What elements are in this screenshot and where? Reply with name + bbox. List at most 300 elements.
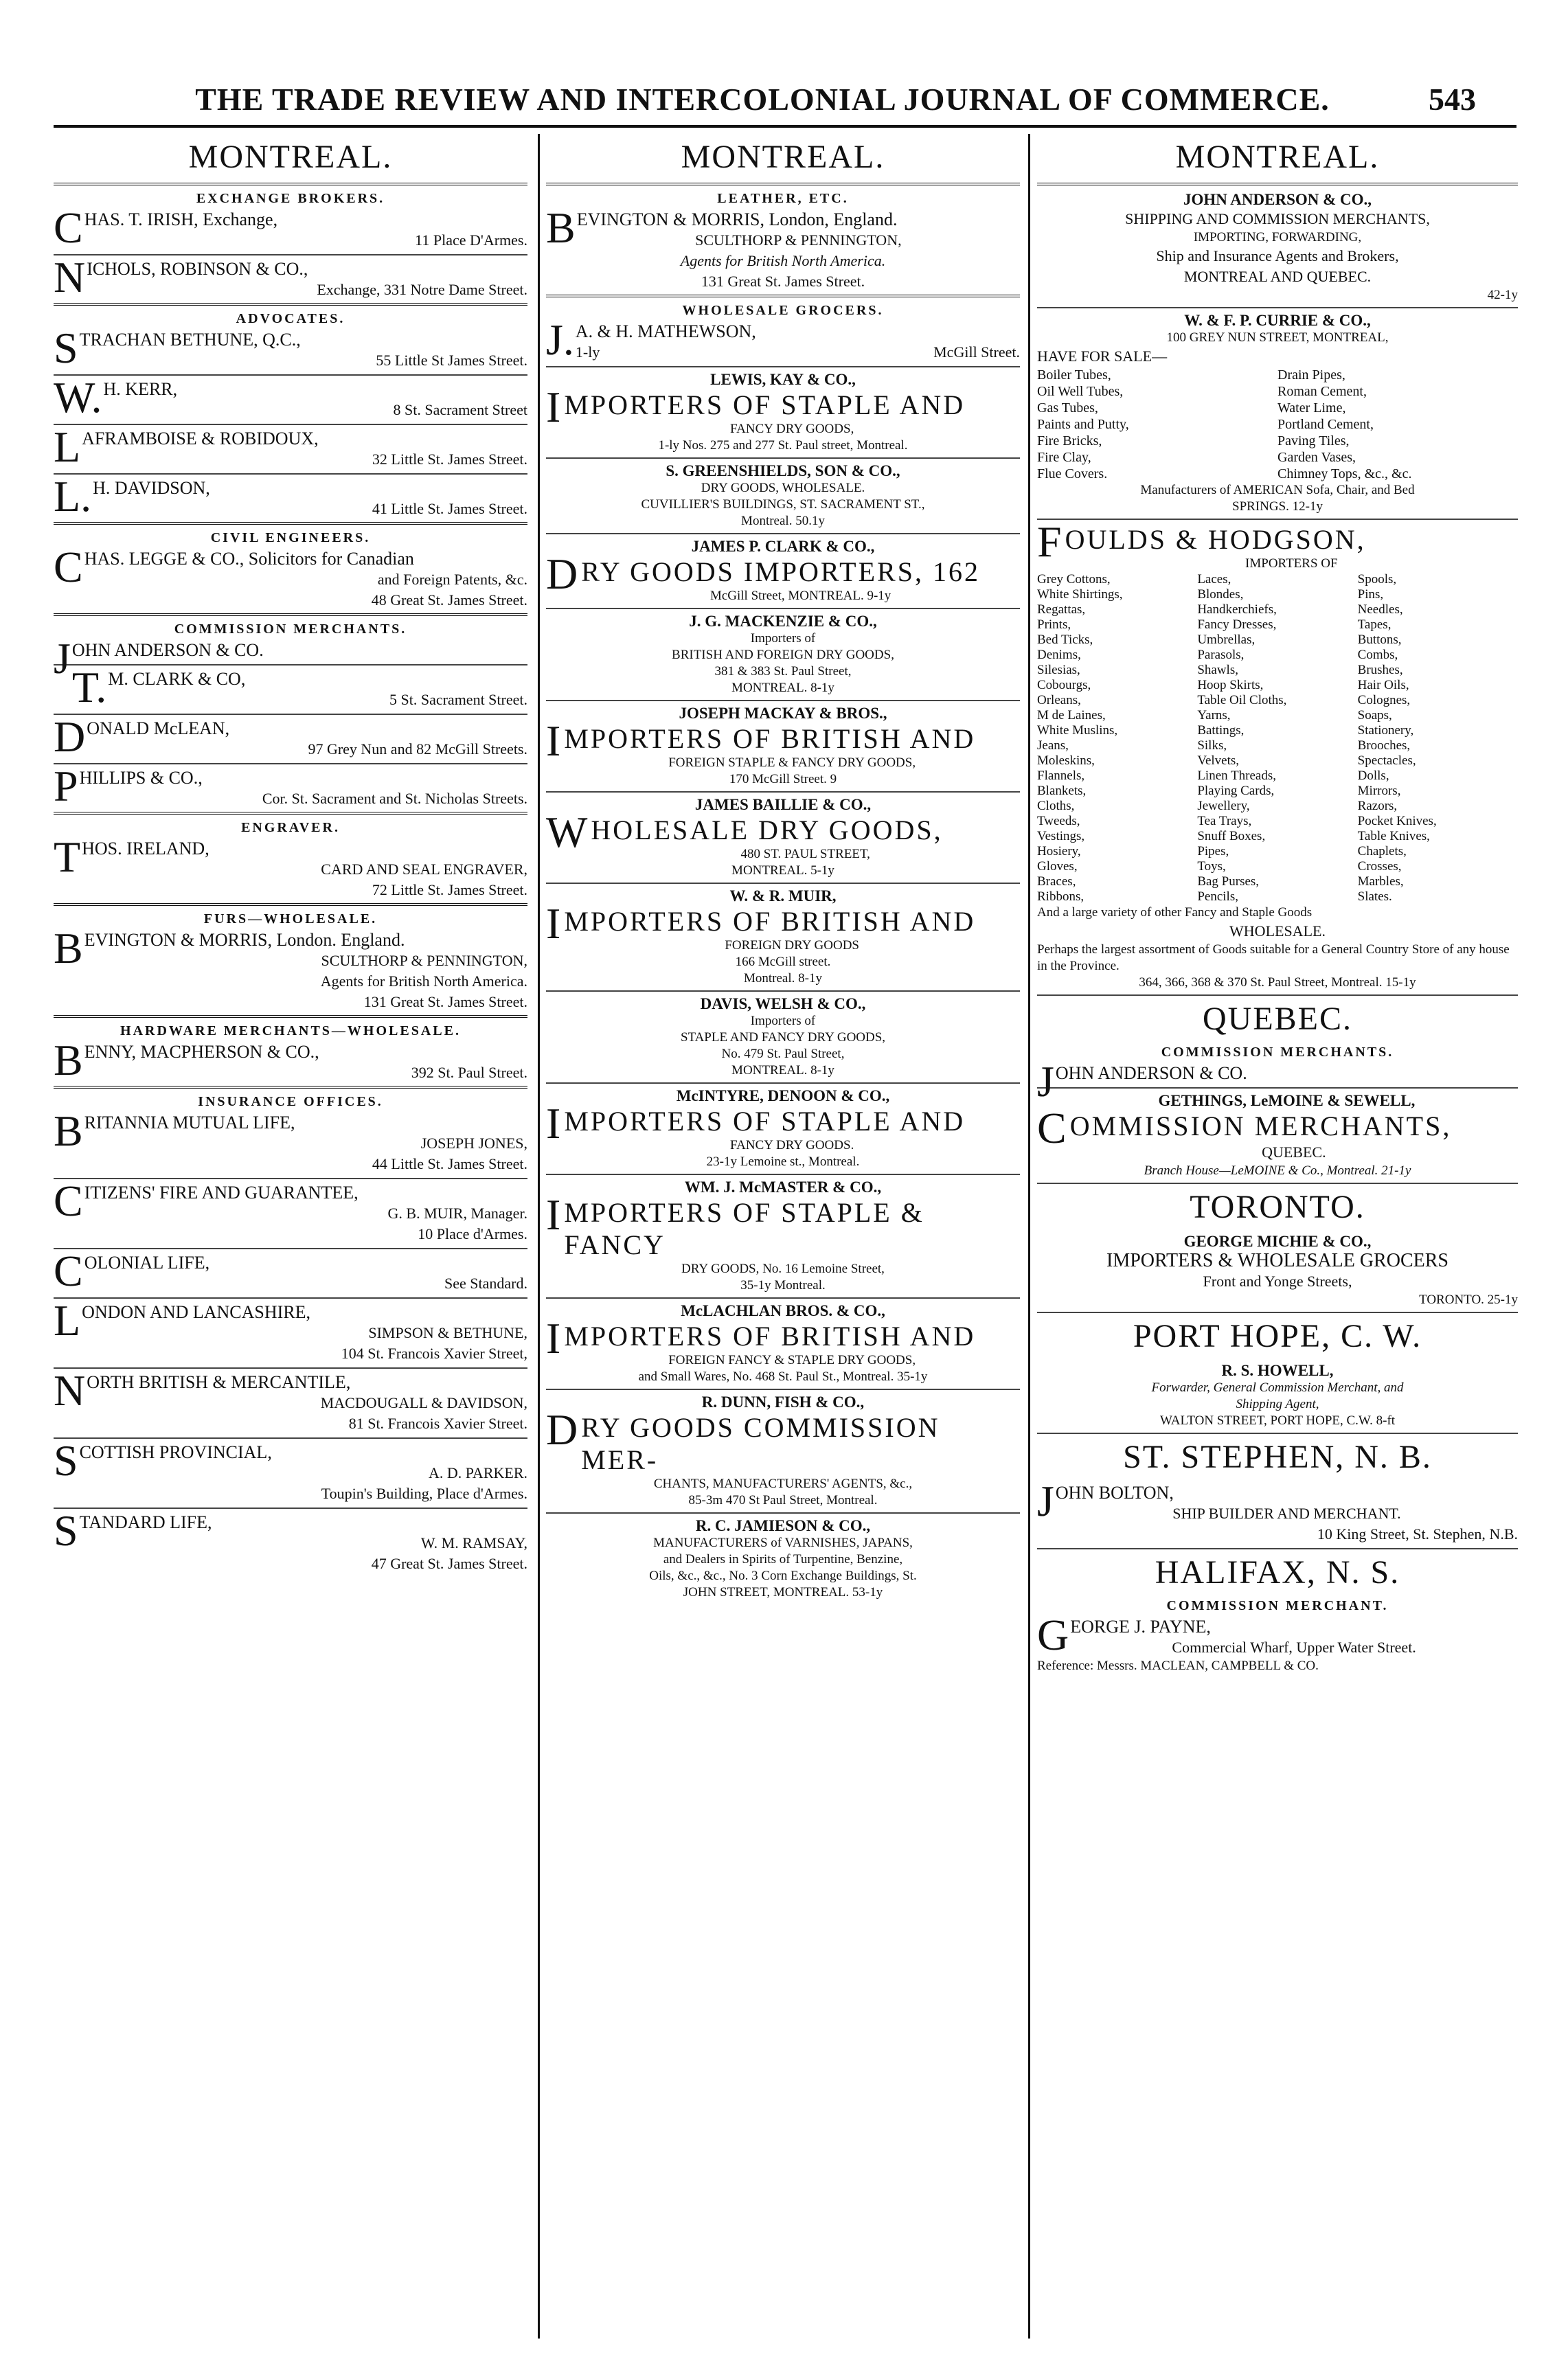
entry-line: Agents for British North America. bbox=[680, 252, 886, 269]
ad-banner: IMPORTERS OF BRITISH AND bbox=[546, 716, 976, 765]
rule bbox=[54, 1297, 527, 1299]
ad-line: 166 McGill street. bbox=[735, 955, 831, 969]
entry-line: 97 Grey Nun and 82 McGill Streets. bbox=[308, 740, 527, 758]
goods-item: White Shirtings, bbox=[1037, 587, 1123, 602]
ad-banner: WHOLESALE DRY GOODS, bbox=[546, 808, 943, 856]
ad-line: 170 McGill Street. 9 bbox=[729, 772, 837, 786]
goods-item: Handkerchiefs, bbox=[1197, 602, 1277, 617]
ad-firm: DAVIS, WELSH & CO., bbox=[700, 995, 866, 1012]
ad-line: Shipping Agent, bbox=[1236, 1397, 1319, 1411]
entry-name: L.H. DAVIDSON, bbox=[54, 472, 210, 521]
entry-line: SCULTHORP & PENNINGTON, bbox=[321, 952, 527, 969]
goods-item: Spectacles, bbox=[1357, 753, 1416, 768]
goods-item: Pencils, bbox=[1197, 889, 1238, 904]
directory-entry bbox=[54, 1506, 527, 1574]
entry-name: BENNY, MACPHERSON & CO., bbox=[54, 1036, 319, 1084]
goods-item: Tea Trays, bbox=[1197, 814, 1252, 828]
goods-item: Buttons, bbox=[1357, 633, 1402, 647]
ad-line: 480 ST. PAUL STREET, bbox=[740, 847, 870, 861]
city-heading: QUEBEC. bbox=[1203, 1001, 1352, 1037]
entry-line: and Foreign Patents, &c. bbox=[377, 571, 527, 588]
category-heading: FURS—WHOLESALE. bbox=[203, 911, 378, 926]
ad-banner: IMPORTERS OF BRITISH AND bbox=[546, 899, 976, 948]
rule bbox=[546, 1389, 1020, 1390]
entry-name: T.M. CLARK & CO, bbox=[71, 663, 246, 712]
rule bbox=[546, 457, 1020, 459]
goods-item: Velvets, bbox=[1197, 753, 1240, 768]
ad-line: DRY GOODS, WHOLESALE. bbox=[701, 481, 865, 495]
rule bbox=[546, 1174, 1020, 1175]
ad-line: SPRINGS. 12-1y bbox=[1232, 499, 1323, 514]
goods-item: Regattas, bbox=[1037, 602, 1086, 617]
entry-name: JOHN ANDERSON & CO. bbox=[54, 634, 264, 683]
directory-entry bbox=[54, 1296, 527, 1364]
category-heading: COMMISSION MERCHANTS. bbox=[1161, 1045, 1394, 1060]
journal-title: THE TRADE REVIEW AND INTERCOLONIAL JOURNAL OF COMMERCE. bbox=[195, 82, 1330, 117]
ad-line: 85-3m 470 St Paul Street, Montreal. bbox=[688, 1493, 878, 1508]
entry-line: 44 Little St. James Street. bbox=[372, 1155, 527, 1172]
ad-line: Forwarder, General Commission Merchant, and bbox=[1151, 1380, 1404, 1395]
rule bbox=[1037, 1312, 1518, 1313]
goods-item: Jewellery, bbox=[1197, 799, 1250, 813]
double-rule bbox=[54, 303, 527, 308]
goods-item: Fire Bricks, bbox=[1037, 433, 1102, 448]
double-rule bbox=[546, 295, 1020, 300]
city-heading: MONTREAL. bbox=[1175, 139, 1380, 175]
ad-firm: JOHN ANDERSON & CO., bbox=[1183, 191, 1372, 208]
entry-line: Cor. St. Sacrament and St. Nicholas Streets. bbox=[262, 790, 527, 807]
double-rule bbox=[54, 1015, 527, 1021]
goods-list bbox=[1037, 572, 1518, 905]
rule bbox=[54, 1178, 527, 1179]
ad-line: And a large variety of other Fancy and Staple Goods bbox=[1037, 905, 1313, 920]
ad-line: BRITISH AND FOREIGN DRY GOODS, bbox=[672, 648, 894, 662]
ad-line: McGill Street, MONTREAL. 9-1y bbox=[709, 589, 891, 603]
rule bbox=[546, 1297, 1020, 1299]
goods-item: Brooches, bbox=[1357, 738, 1411, 753]
rule bbox=[54, 714, 527, 715]
goods-item: Moleskins, bbox=[1037, 753, 1095, 768]
entry-line: 72 Little St. James Street. bbox=[372, 881, 527, 898]
advertisement bbox=[546, 1087, 1020, 1170]
ad-line: Front and Yonge Streets, bbox=[1203, 1273, 1352, 1290]
category-heading: CIVIL ENGINEERS. bbox=[210, 530, 371, 545]
ad-firm: JAMES BAILLIE & CO., bbox=[694, 796, 872, 813]
rule bbox=[546, 533, 1020, 534]
directory-entry bbox=[54, 203, 527, 252]
goods-list bbox=[1037, 367, 1518, 482]
goods-item: Laces, bbox=[1197, 572, 1231, 587]
advertisement bbox=[546, 1393, 1020, 1509]
column-montreal-directory bbox=[54, 134, 527, 2339]
goods-item: Soaps, bbox=[1357, 708, 1392, 723]
entry-line: Exchange, 331 Notre Dame Street. bbox=[317, 281, 527, 298]
double-rule bbox=[54, 183, 527, 188]
goods-item: Dolls, bbox=[1357, 769, 1389, 783]
ad-line: IMPORTING, FORWARDING, bbox=[1193, 230, 1362, 244]
city-heading: MONTREAL. bbox=[681, 139, 885, 175]
ad-line: HAVE FOR SALE— bbox=[1037, 348, 1168, 365]
entry-line bbox=[576, 342, 1020, 363]
goods-item: Vestings, bbox=[1037, 829, 1085, 843]
entry-line: Agents for British North America. bbox=[320, 972, 527, 990]
ad-firm: WM. J. McMASTER & CO., bbox=[684, 1179, 882, 1196]
city-heading: TORONTO. bbox=[1190, 1189, 1365, 1225]
goods-item: Pocket Knives, bbox=[1357, 814, 1437, 828]
advertisement bbox=[546, 1302, 1020, 1385]
rule bbox=[1037, 519, 1518, 520]
ad-banner: COMMISSION MERCHANTS, bbox=[1037, 1104, 1452, 1152]
goods-item: Grey Cottons, bbox=[1037, 572, 1111, 587]
entry-name: BEVINGTON & MORRIS, London. England. bbox=[54, 924, 405, 972]
rule bbox=[1037, 1548, 1518, 1549]
goods-item: Crosses, bbox=[1357, 859, 1402, 874]
directory-entry bbox=[54, 1366, 527, 1434]
goods-item: Brushes, bbox=[1357, 663, 1403, 677]
advertisement bbox=[546, 887, 1020, 987]
category-heading: LEATHER, ETC. bbox=[717, 191, 849, 206]
ad-line: MONTREAL. 8-1y bbox=[731, 1063, 834, 1078]
directory-entry bbox=[54, 1436, 527, 1504]
goods-item: Pins, bbox=[1357, 587, 1384, 602]
goods-item: Snuff Boxes, bbox=[1197, 829, 1266, 843]
entry-line: 41 Little St. James Street. bbox=[372, 500, 527, 517]
entry-line: 5 St. Sacrament Street. bbox=[389, 691, 527, 708]
category-heading: COMMISSION MERCHANT. bbox=[1166, 1598, 1389, 1613]
ad-line: Perhaps the largest assortment of Goods suitable for a General Country Store of any house in the Province. bbox=[1037, 942, 1510, 973]
goods-item: Gloves, bbox=[1037, 859, 1078, 874]
directory-entry bbox=[54, 663, 527, 712]
entry-name: THOS. IRELAND, bbox=[54, 832, 209, 881]
entry-name: COLONIAL LIFE, bbox=[54, 1247, 210, 1295]
ad-firm: R. DUNN, FISH & CO., bbox=[701, 1393, 865, 1411]
directory-entry bbox=[54, 373, 527, 422]
goods-item: Paving Tiles, bbox=[1277, 433, 1350, 448]
goods-item: Denims, bbox=[1037, 648, 1081, 662]
ad-line: WALTON STREET, PORT HOPE, C.W. 8-ft bbox=[1159, 1413, 1396, 1428]
ad-banner: DRY GOODS COMMISSION MER- bbox=[546, 1405, 940, 1475]
ad-reference: 42-1y bbox=[1487, 288, 1518, 302]
goods-item: Roman Cement, bbox=[1277, 384, 1367, 399]
city-heading: ST. STEPHEN, N. B. bbox=[1123, 1439, 1432, 1475]
entry-name: DONALD McLEAN, bbox=[54, 712, 230, 761]
ad-firm: JOSEPH MACKAY & BROS., bbox=[679, 705, 887, 722]
city-heading: HALIFAX, N. S. bbox=[1155, 1554, 1400, 1591]
goods-item: Marbles, bbox=[1357, 874, 1404, 889]
ad-line: MONTREAL. 8-1y bbox=[731, 681, 834, 695]
goods-item: Boiler Tubes, bbox=[1037, 367, 1111, 383]
entry-line: 32 Little St. James Street. bbox=[372, 451, 527, 468]
page-number: 543 bbox=[1429, 82, 1476, 117]
entry-line: SCULTHORP & PENNINGTON, bbox=[695, 231, 902, 249]
goods-item: Flue Covers. bbox=[1037, 466, 1108, 481]
category-heading: WHOLESALE GROCERS. bbox=[682, 303, 884, 318]
rule bbox=[546, 366, 1020, 367]
ad-line: 100 GREY NUN STREET, MONTREAL, bbox=[1166, 330, 1389, 345]
goods-item: Razors, bbox=[1357, 799, 1398, 813]
goods-item: Blankets, bbox=[1037, 784, 1087, 798]
ad-firm: R. C. JAMIESON & CO., bbox=[695, 1517, 871, 1534]
entry-name: STANDARD LIFE, bbox=[54, 1506, 212, 1555]
entry-line: 81 St. Francois Xavier Street. bbox=[348, 1415, 527, 1432]
goods-item: M de Laines, bbox=[1037, 708, 1106, 723]
entry-line: 55 Little St James Street. bbox=[376, 352, 527, 369]
ads-list bbox=[546, 366, 1020, 1601]
advertisement bbox=[546, 462, 1020, 530]
advertisement bbox=[546, 613, 1020, 696]
rule bbox=[54, 1508, 527, 1509]
directory-entry bbox=[54, 924, 527, 1012]
ad-line: 23-1y Lemoine st., Montreal. bbox=[706, 1154, 860, 1169]
ad-banner: IMPORTERS & WHOLESALE GROCERS bbox=[1106, 1250, 1448, 1271]
goods-item: Bag Purses, bbox=[1197, 874, 1260, 889]
ad-line: and Dealers in Spirits of Turpentine, Benzine, bbox=[663, 1552, 903, 1567]
goods-item: Table Knives, bbox=[1357, 829, 1430, 843]
ad-line: Importers of bbox=[750, 631, 816, 646]
rule bbox=[1037, 1433, 1518, 1434]
ad-reference: 1-ly bbox=[575, 343, 600, 361]
directory-entry bbox=[546, 203, 1020, 292]
ad-line: SHIP BUILDER AND MERCHANT. bbox=[1172, 1505, 1401, 1522]
entry-line: Toupin's Building, Place d'Armes. bbox=[321, 1485, 527, 1502]
goods-item: Garden Vases, bbox=[1277, 450, 1356, 465]
goods-item: Fire Clay, bbox=[1037, 450, 1091, 465]
entry-line: JOSEPH JONES, bbox=[420, 1135, 527, 1152]
double-rule bbox=[546, 183, 1020, 188]
column-divider bbox=[538, 134, 540, 2339]
ad-line: FANCY DRY GOODS, bbox=[729, 422, 854, 436]
goods-item: Orleans, bbox=[1037, 693, 1081, 707]
city-heading: MONTREAL. bbox=[188, 139, 393, 175]
ad-line: QUEBEC. bbox=[1262, 1144, 1326, 1161]
goods-item: Fancy Dresses, bbox=[1197, 617, 1277, 632]
rule bbox=[546, 791, 1020, 793]
entry-street: McGill Street. bbox=[933, 343, 1020, 361]
rule bbox=[54, 424, 527, 425]
entry-name: BRITANNIA MUTUAL LIFE, bbox=[54, 1106, 295, 1155]
rule bbox=[1037, 307, 1518, 308]
entry-line: 392 St. Paul Street. bbox=[411, 1064, 527, 1081]
ad-firm: W. & F. P. CURRIE & CO., bbox=[1184, 312, 1371, 329]
goods-item: Gas Tubes, bbox=[1037, 400, 1098, 416]
directory-entry bbox=[54, 1247, 527, 1295]
ad-firm: GETHINGS, LeMOINE & SEWELL, bbox=[1158, 1092, 1416, 1109]
ad-banner: DRY GOODS IMPORTERS, 162 bbox=[546, 549, 980, 598]
goods-item: Umbrellas, bbox=[1197, 633, 1255, 647]
entry-line: 11 Place D'Armes. bbox=[415, 231, 527, 249]
ad-firm: W. & R. MUIR, bbox=[729, 887, 837, 905]
ad-line: MONTREAL. 5-1y bbox=[731, 863, 834, 878]
entry-line: A. D. PARKER. bbox=[428, 1464, 527, 1481]
goods-item: Cloths, bbox=[1037, 799, 1075, 813]
ad-line: FOREIGN FANCY & STAPLE DRY GOODS, bbox=[668, 1353, 916, 1367]
double-rule bbox=[54, 812, 527, 817]
entry-line: CARD AND SEAL ENGRAVER, bbox=[321, 861, 527, 878]
ad-line: Montreal. 50.1y bbox=[741, 514, 825, 528]
directory-entry bbox=[54, 1176, 527, 1244]
rule bbox=[1037, 1183, 1518, 1184]
ad-banner: IMPORTERS OF BRITISH AND bbox=[546, 1314, 976, 1363]
goods-item: Tapes, bbox=[1357, 617, 1391, 632]
entry-line: 47 Great St. James Street. bbox=[371, 1555, 527, 1572]
goods-item: Ribbons, bbox=[1037, 889, 1084, 904]
entry-name: LONDON AND LANCASHIRE, bbox=[54, 1296, 311, 1345]
entry-name: W.H. KERR, bbox=[54, 373, 178, 422]
advertisement bbox=[546, 1179, 1020, 1294]
entry-line: G. B. MUIR, Manager. bbox=[387, 1205, 527, 1222]
ad-line: STAPLE AND FANCY DRY GOODS, bbox=[680, 1030, 886, 1045]
rule bbox=[54, 1367, 527, 1369]
ad-line: SHIPPING AND COMMISSION MERCHANTS, bbox=[1125, 210, 1430, 227]
goods-item: Chimney Tops, &c., &c. bbox=[1277, 466, 1412, 481]
directory-entry bbox=[54, 472, 527, 521]
city-heading: PORT HOPE, C. W. bbox=[1133, 1318, 1422, 1354]
double-rule bbox=[54, 613, 527, 619]
ad-line: 10 King Street, St. Stephen, N.B. bbox=[1317, 1525, 1518, 1543]
ad-firm-banner: FOULDS & HODGSON, bbox=[1037, 517, 1366, 566]
advertisement bbox=[546, 995, 1020, 1079]
goods-item: White Muslins, bbox=[1037, 723, 1118, 738]
goods-item: Blondes, bbox=[1197, 587, 1244, 602]
ad-line: 381 & 383 St. Paul Street, bbox=[714, 664, 852, 679]
ad-line: 35-1y Montreal. bbox=[740, 1278, 826, 1293]
entry-name: J.A. & H. MATHEWSON, bbox=[546, 315, 756, 364]
entry-name: JOHN ANDERSON & CO. bbox=[1037, 1057, 1247, 1106]
directory-entry bbox=[54, 323, 527, 372]
rule bbox=[546, 700, 1020, 701]
goods-item: Needles, bbox=[1357, 602, 1403, 617]
rule bbox=[54, 473, 527, 475]
rule bbox=[546, 1082, 1020, 1084]
entry-name: LAFRAMBOISE & ROBIDOUX, bbox=[54, 422, 319, 471]
ad-firm: JAMES P. CLARK & CO., bbox=[691, 538, 875, 555]
entry-name: SCOTTISH PROVINCIAL, bbox=[54, 1436, 272, 1485]
ad-line: 1-ly Nos. 275 and 277 St. Paul street, Montreal. bbox=[658, 438, 908, 453]
goods-item: Battings, bbox=[1197, 723, 1245, 738]
category-heading: INSURANCE OFFICES. bbox=[198, 1094, 383, 1109]
entry-line: 131 Great St. James Street. bbox=[701, 273, 865, 290]
advertisement bbox=[546, 705, 1020, 788]
ad-banner: IMPORTERS OF STAPLE & FANCY bbox=[546, 1190, 924, 1260]
goods-item: Water Lime, bbox=[1277, 400, 1346, 416]
directory-entry bbox=[54, 253, 527, 302]
goods-item: Spools, bbox=[1357, 572, 1397, 587]
ad-line: IMPORTERS OF bbox=[1245, 556, 1338, 571]
category-heading: HARDWARE MERCHANTS—WHOLESALE. bbox=[120, 1023, 461, 1038]
advertisement bbox=[546, 796, 1020, 879]
goods-item: Chaplets, bbox=[1357, 844, 1407, 858]
entry-name: NORTH BRITISH & MERCANTILE, bbox=[54, 1366, 351, 1415]
ad-banner: IMPORTERS OF STAPLE AND bbox=[546, 1099, 966, 1148]
goods-item: Combs, bbox=[1357, 648, 1398, 662]
rule bbox=[54, 664, 527, 665]
goods-item: Hair Oils, bbox=[1357, 678, 1409, 692]
rule bbox=[1037, 994, 1518, 996]
ad-firm: LEWIS, KAY & CO., bbox=[710, 371, 856, 388]
ad-firm: McINTYRE, DENOON & CO., bbox=[676, 1087, 890, 1104]
advertisement bbox=[546, 1517, 1020, 1601]
entry-line: 104 St. Francois Xavier Street, bbox=[341, 1345, 527, 1362]
goods-item: Colognes, bbox=[1357, 693, 1411, 707]
rule bbox=[54, 1437, 527, 1439]
goods-item: Table Oil Cloths, bbox=[1197, 693, 1287, 707]
rule bbox=[54, 763, 527, 764]
goods-item: Paints and Putty, bbox=[1037, 417, 1129, 432]
goods-item: Drain Pipes, bbox=[1277, 367, 1345, 383]
entry-name: STRACHAN BETHUNE, Q.C., bbox=[54, 323, 301, 372]
directory-entry bbox=[54, 1036, 527, 1084]
goods-item: Shawls, bbox=[1197, 663, 1238, 677]
column-other-cities bbox=[1037, 134, 1518, 2339]
rule bbox=[1037, 1087, 1518, 1089]
goods-item: Portland Cement, bbox=[1277, 417, 1374, 432]
ad-firm: R. S. HOWELL, bbox=[1221, 1362, 1334, 1379]
entry-name: PHILLIPS & CO., bbox=[54, 762, 203, 810]
goods-item: Prints, bbox=[1037, 617, 1071, 632]
goods-item: Slates. bbox=[1357, 889, 1392, 904]
category-heading: ENGRAVER. bbox=[241, 820, 340, 835]
column-montreal-dry-goods bbox=[546, 134, 1020, 2339]
ad-line: JOHN STREET, MONTREAL. 53-1y bbox=[683, 1585, 883, 1600]
entry-name: CHAS. LEGGE & CO., Solicitors for Canadian bbox=[54, 543, 414, 591]
ad-line: MONTREAL AND QUEBEC. bbox=[1183, 268, 1372, 285]
goods-item: Playing Cards, bbox=[1197, 784, 1275, 798]
double-rule bbox=[54, 1086, 527, 1091]
goods-item: Stationery, bbox=[1357, 723, 1414, 738]
goods-item: Tweeds, bbox=[1037, 814, 1080, 828]
goods-item: Hosiery, bbox=[1037, 844, 1081, 858]
rule bbox=[546, 990, 1020, 992]
goods-item: Flannels, bbox=[1037, 769, 1085, 783]
goods-item: Linen Threads, bbox=[1197, 769, 1276, 783]
ad-firm: J. G. MACKENZIE & CO., bbox=[689, 613, 877, 630]
ad-firm: McLACHLAN BROS. & CO., bbox=[681, 1302, 885, 1319]
goods-item: Toys, bbox=[1197, 859, 1226, 874]
entry-line: MACDOUGALL & DAVIDSON, bbox=[320, 1394, 527, 1411]
rule bbox=[54, 1248, 527, 1249]
goods-item: Silesias, bbox=[1037, 663, 1080, 677]
entry-line: 48 Great St. James Street. bbox=[371, 591, 527, 608]
double-rule bbox=[54, 903, 527, 909]
goods-item: Pipes, bbox=[1197, 844, 1229, 858]
entry-line: 131 Great St. James Street. bbox=[363, 993, 527, 1010]
ad-line: Reference: Messrs. MACLEAN, CAMPBELL & CO. bbox=[1037, 1659, 1319, 1673]
rule bbox=[546, 608, 1020, 609]
rule bbox=[546, 1512, 1020, 1514]
goods-item: Oil Well Tubes, bbox=[1037, 384, 1124, 399]
rule bbox=[54, 374, 527, 376]
entry-name: NICHOLS, ROBINSON & CO., bbox=[54, 253, 308, 302]
goods-item: Braces, bbox=[1037, 874, 1076, 889]
ad-line: Commercial Wharf, Upper Water Street. bbox=[1172, 1639, 1416, 1656]
rule bbox=[54, 254, 527, 255]
ad-line: TORONTO. 25-1y bbox=[1419, 1293, 1518, 1307]
ad-line: CUVILLIER'S BUILDINGS, ST. SACRAMENT ST., bbox=[641, 497, 925, 512]
header-rule bbox=[54, 125, 1516, 128]
goods-item: Yarns, bbox=[1197, 708, 1231, 723]
goods-item: Hoop Skirts, bbox=[1197, 678, 1264, 692]
entry-name: CHAS. T. IRISH, Exchange, bbox=[54, 203, 278, 252]
ad-line: WHOLESALE. bbox=[1229, 922, 1326, 940]
entry-line: See Standard. bbox=[444, 1275, 527, 1292]
ad-line: Montreal. 8-1y bbox=[744, 971, 822, 986]
double-rule bbox=[1037, 183, 1518, 188]
ad-line: and Small Wares, No. 468 St. Paul St., Montreal. 35-1y bbox=[638, 1369, 928, 1384]
ad-line: Ship and Insurance Agents and Brokers, bbox=[1156, 247, 1399, 264]
category-heading: COMMISSION MERCHANTS. bbox=[174, 622, 407, 637]
entry-name: BEVINGTON & MORRIS, London, England. bbox=[546, 203, 898, 252]
entry-name: GEORGE J. PAYNE, bbox=[1037, 1611, 1211, 1659]
